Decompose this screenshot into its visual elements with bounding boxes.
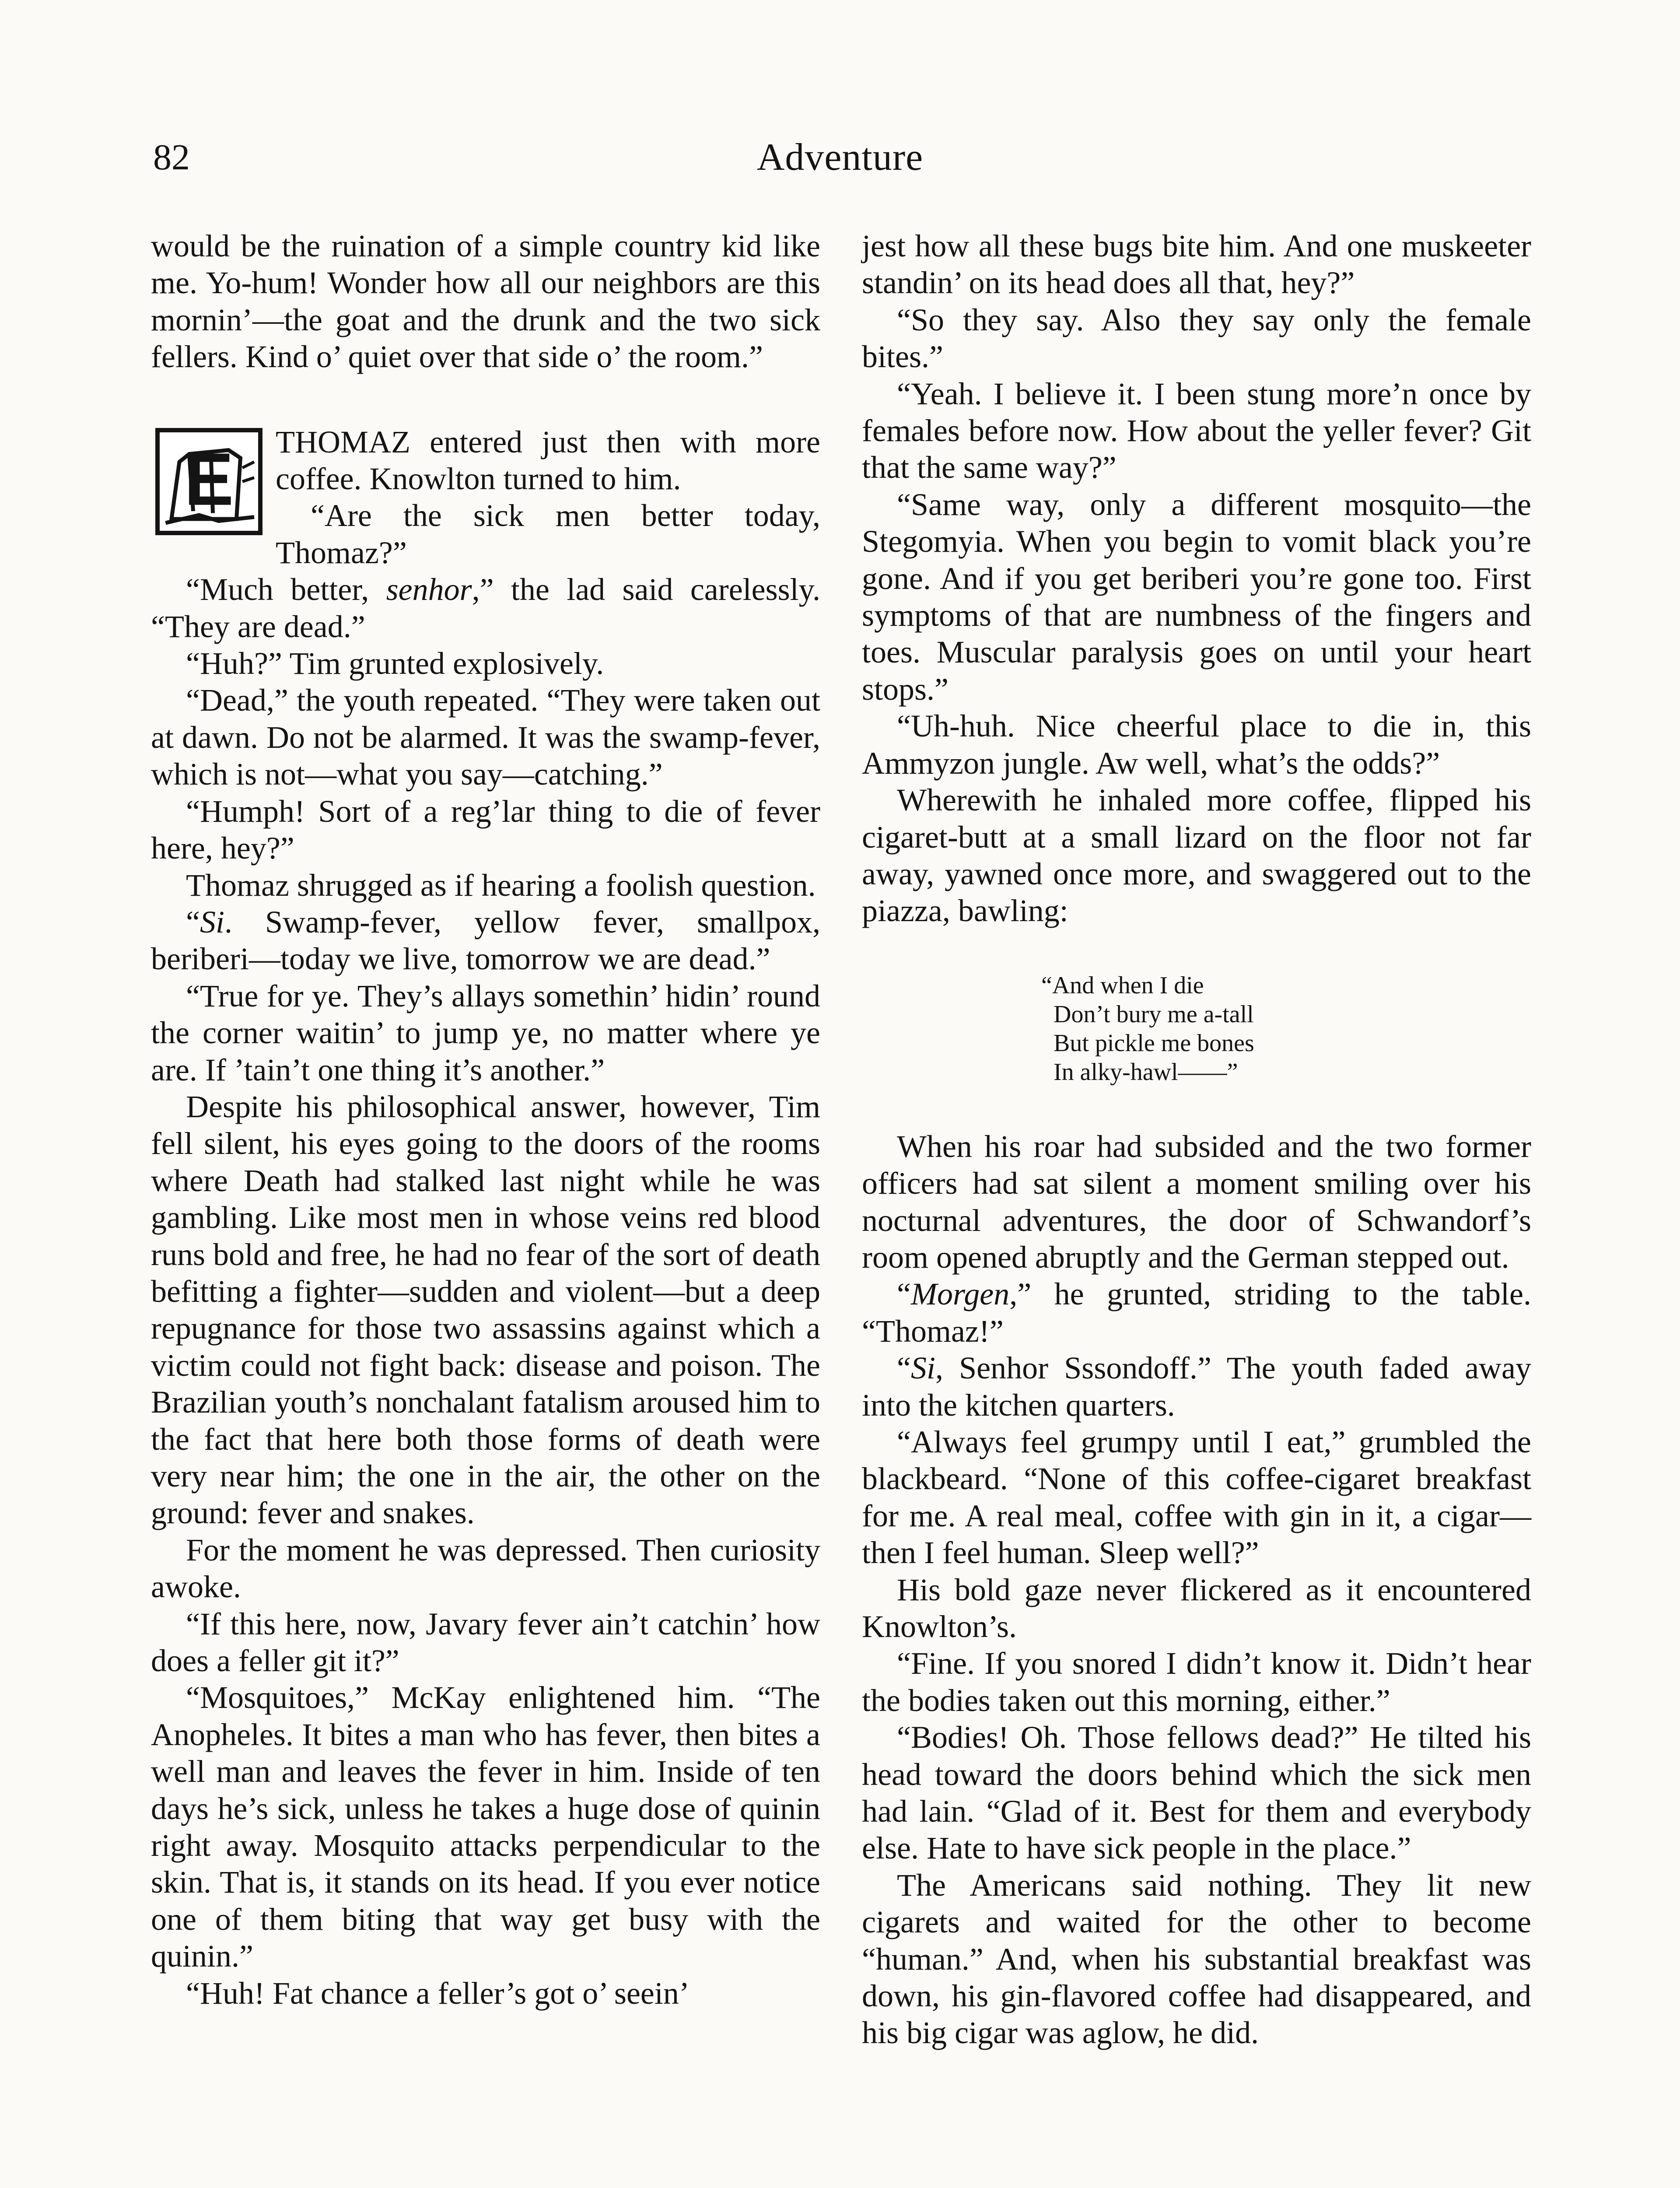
verse-line: In alky-hawl——”: [1041, 1058, 1238, 1086]
paragraph: “Huh! Fat chance a feller’s got o’ seein’: [186, 1975, 690, 2011]
italic-word: Si: [200, 904, 224, 940]
song-verse: [1041, 971, 1531, 1087]
verse-line: “And when I die: [1041, 971, 1204, 999]
paragraph: “Morgen,” he grunted, striding to the table. “Thomaz!”: [862, 1276, 1531, 1349]
paragraph: “Huh?” Tim grunted explosively.: [186, 646, 604, 681]
italic-word: Morgen: [910, 1276, 1010, 1312]
verse-line: But pickle me bones: [1041, 1029, 1254, 1057]
paragraph: THOMAZ entered just then with more coffee. Knowlton turned to him.: [276, 424, 820, 497]
paragraph: Despite his philosophical answer, however, Tim fell silent, his eyes going to the doors of the rooms where Death had stalked last night while he was gambling. Like most men in whose veins red blood runs bold and free, he had no fear of the sort of death befitting a fighter—sudden and violent—but a deep repugnance for those two assassins against which a victim could not fight back: disease and poison. The Brazilian youth’s nonchalant fatalism aroused him to the fact that here both those forms of death were very near him; the one in the air, the other on the ground: fever and snakes.: [151, 1089, 820, 1531]
paragraph: “Humph! Sort of a reg’lar thing to die of fever here, hey?”: [151, 793, 820, 866]
paragraph: Wherewith he inhaled more coffee, flipped his cigaret-butt at a small lizard on the floor not far away, yawned once more, and swaggered out to the piazza, bawling:: [862, 782, 1531, 929]
paragraph: When his roar had subsided and the two former officers had sat silent a moment smiling over his nocturnal adventures, the door of Schwandorf’s room opened abruptly and the German stepped out.: [862, 1129, 1531, 1275]
paragraph: “So they say. Also they say only the female bites.”: [862, 302, 1531, 375]
paragraph: “Si, Senhor Sssondoff.” The youth faded away into the kitchen quarters.: [862, 1350, 1531, 1423]
paragraph: The Americans said nothing. They lit new cigarets and waited for the other to become “human.” And, when his substantial breakfast was down, his gin-flavored coffee had disappeared, and his big cigar was aglow, he did.: [862, 1867, 1531, 2051]
paragraph: “Dead,” the youth repeated. “They were taken out at dawn. Do not be alarmed. It was the swamp-fever, which is not—what you say—catching.”: [151, 683, 820, 792]
paragraph: “Much better, senhor,” the lad said carelessly. “They are dead.”: [151, 572, 820, 644]
paragraph: “Are the sick men better today, Thomaz?”: [276, 498, 820, 570]
paragraph: would be the ruination of a simple country kid like me. Yo-hum! Wonder how all our neighbors are this mornin’—the goat and the drunk and the two sick fellers. Kind o’ quiet over that side o’ the room.”: [151, 228, 820, 375]
paragraph: “Mosquitoes,” McKay enlightened him. “The Anopheles. It bites a man who has fever, then bites a well man and leaves the fever in him. Inside of ten days he’s sick, unless he takes a huge dose of quinin right away. Mosquito attacks perpendicular to the skin. That is, it stands on its head. If you ever notice one of them biting that way get busy with the quinin.”: [151, 1680, 820, 1974]
paragraph: “Fine. If you snored I didn’t know it. Didn’t hear the bodies taken out this morning, either.”: [862, 1646, 1531, 1718]
verse-line: Don’t bury me a-tall: [1041, 1000, 1254, 1028]
paragraph: “Same way, only a different mosquito—the Stegomyia. When you begin to vomit black you’re gone. And if you get beriberi you’re gone too. First symptoms of that are numbness of the fingers and toes. Muscular paralysis goes on until your heart stops.”: [862, 487, 1531, 707]
page-number: 82: [153, 137, 190, 178]
italic-word: Si: [910, 1350, 935, 1386]
paragraph: His bold gaze never flickered as it encountered Knowlton’s.: [862, 1572, 1531, 1644]
right-column: [862, 228, 1531, 2051]
paragraph: “Uh-huh. Nice cheerful place to die in, this Ammyzon jungle. Aw well, what’s the odds?”: [862, 708, 1531, 781]
paragraph: For the moment he was depressed. Then curiosity awoke.: [151, 1532, 820, 1605]
paragraph: “If this here, now, Javary fever ain’t catchin’ how does a feller git it?”: [151, 1606, 820, 1679]
page-header: [149, 131, 1531, 184]
left-column: [151, 228, 820, 2012]
running-title: Adventure: [756, 136, 924, 179]
italic-word: senhor: [386, 572, 472, 607]
paragraph: Thomaz shrugged as if hearing a foolish question.: [186, 867, 816, 903]
paragraph: jest how all these bugs bite him. And one muskeeter standin’ on its head does all that, hey?”: [862, 228, 1531, 301]
drop-cap-letter: E: [184, 438, 234, 521]
paragraph: “Bodies! Oh. Those fellows dead?” He tilted his head toward the doors behind which the sick men had lain. “Glad of it. Best for them and everybody else. Hate to have sick people in the place.”: [862, 1720, 1531, 1866]
paragraph: “Always feel grumpy until I eat,” grumbled the blackbeard. “None of this coffee-cigaret breakfast for me. A real meal, coffee with gin in it, a cigar—then I feel human. Sleep well?”: [862, 1424, 1531, 1571]
paragraph: “Yeah. I believe it. I been stung more’n once by females before now. How about the yeller fever? Git that the same way?”: [862, 376, 1531, 485]
paragraph: “True for ye. They’s allays somethin’ hidin’ round the corner waitin’ to jump ye, no matter where ye are. If ’tain’t one thing it’s another.”: [151, 978, 820, 1087]
section-opening: [151, 424, 820, 521]
paragraph: “Si. Swamp-fever, yellow fever, smallpox, beriberi—today we live, tomorrow we are dead.”: [151, 904, 820, 977]
drop-cap-ornament: [155, 428, 262, 535]
